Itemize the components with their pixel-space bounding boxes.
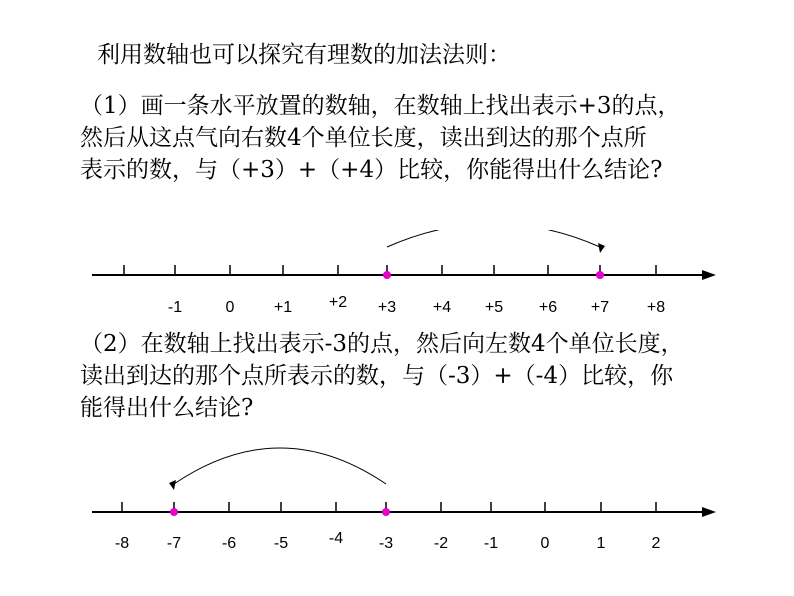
tick-label: +5 — [484, 299, 504, 316]
number-line-1 — [0, 230, 794, 325]
tick-label: 2 — [651, 535, 661, 552]
tick-label: -5 — [273, 535, 289, 552]
jump-arc — [387, 230, 600, 247]
tick-label: -8 — [114, 535, 130, 552]
tick-label: +4 — [432, 299, 452, 316]
tick-label: -1 — [167, 299, 183, 316]
part1-line-2: 然后从这点气向右数4个单位长度，读出到达的那个点所 — [80, 125, 647, 151]
tick-label: -3 — [378, 535, 394, 552]
arc-arrowhead — [169, 480, 176, 490]
tick-label: +7 — [590, 299, 610, 316]
tick-label: -4 — [328, 530, 344, 547]
tick-label: +3 — [377, 299, 397, 316]
tick-label: +1 — [273, 299, 293, 316]
tick-label: 1 — [596, 535, 606, 552]
part1-line-3: 表示的数，与（+3）+（+4）比较，你能得出什么结论? — [80, 157, 663, 183]
number-line-2 — [0, 430, 794, 560]
start-point — [382, 508, 390, 516]
end-point — [170, 508, 178, 516]
tick-label: +2 — [328, 294, 348, 311]
tick-label: -7 — [166, 535, 182, 552]
part1-line-1: （1）画一条水平放置的数轴，在数轴上找出表示+3的点， — [80, 93, 681, 119]
tick-label: 0 — [540, 535, 550, 552]
tick-label: -1 — [483, 535, 499, 552]
question-part-2 — [80, 328, 786, 424]
arc-arrowhead — [598, 243, 605, 253]
axis-arrow — [702, 270, 716, 280]
tick-label: +8 — [646, 299, 666, 316]
axis-arrow — [702, 507, 716, 517]
tick-label: 0 — [225, 299, 235, 316]
tick-label: -6 — [221, 535, 237, 552]
question-part-1 — [80, 90, 786, 186]
start-point — [383, 271, 391, 279]
part2-line-1: （2）在数轴上找出表示-3的点，然后向左数4个单位长度， — [80, 331, 684, 357]
jump-arc — [174, 448, 386, 484]
part2-line-3: 能得出什么结论? — [80, 395, 254, 421]
tick-label: +6 — [538, 299, 558, 316]
tick-label: -2 — [433, 535, 449, 552]
part2-line-2: 读出到达的那个点所表示的数，与（-3）+（-4）比较，你 — [80, 363, 674, 389]
end-point — [596, 271, 604, 279]
intro-text: 利用数轴也可以探究有理数的加法法则： — [97, 42, 511, 68]
